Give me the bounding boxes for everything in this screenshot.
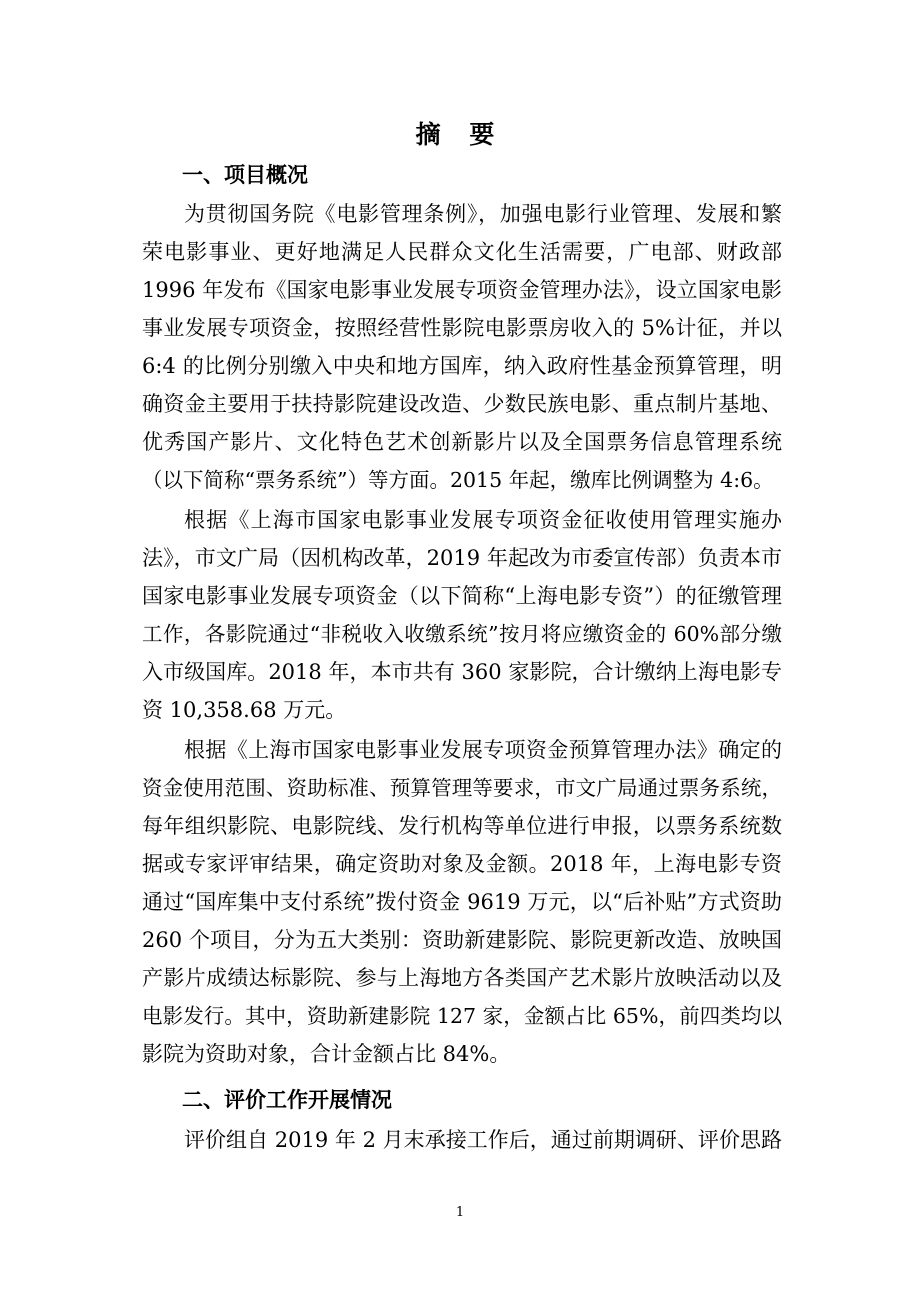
- paragraph-line: 根据《上海市国家电影事业发展专项资金预算管理办法》确定的: [184, 738, 782, 762]
- paragraph-line: 评价组自 2019 年 2 月末承接工作后，通过前期调研、评价思路: [184, 1128, 782, 1152]
- section-heading-project-overview: 一、项目概况: [182, 163, 308, 187]
- paragraph-line: 据或专家评审结果，确定资助对象及金额。2018 年，上海电影专资: [142, 852, 782, 876]
- paragraph-line: 国家电影事业发展专项资金（以下简称“上海电影专资”）的征缴管理: [142, 584, 782, 608]
- paragraph-line: 法》，市文广局（因机构改革，2019 年起改为市委宣传部）负责本市: [142, 546, 782, 570]
- paragraph-line: 工作，各影院通过“非税收入收缴系统”按月将应缴资金的 60%部分缴: [142, 622, 782, 646]
- paragraph-line: 通过“国库集中支付系统”拨付资金 9619 万元，以“后补贴”方式资助: [142, 890, 782, 914]
- paragraph-line: 入市级国库。2018 年，本市共有 360 家影院，合计缴纳上海电影专: [142, 660, 782, 684]
- paragraph-line: 荣电影事业、更好地满足人民群众文化生活需要，广电部、财政部: [142, 240, 782, 264]
- page-number: 1: [455, 1205, 465, 1220]
- paragraph-line: 每年组织影院、电影院线、发行机构等单位进行申报，以票务系统数: [142, 814, 782, 838]
- paragraph-line: 根据《上海市国家电影事业发展专项资金征收使用管理实施办: [184, 508, 782, 532]
- paragraph-line: 优秀国产影片、文化特色艺术创新影片以及全国票务信息管理系统: [142, 430, 782, 454]
- paragraph-line: 资金使用范围、资助标准、预算管理等要求，市文广局通过票务系统，: [142, 776, 782, 800]
- paragraph-line: 事业发展专项资金，按照经营性影院电影票房收入的 5%计征，并以: [142, 316, 782, 340]
- paragraph-line: 电影发行。其中，资助新建影院 127 家，金额占比 65%，前四类均以: [142, 1004, 782, 1028]
- paragraph-line: 1996 年发布《国家电影事业发展专项资金管理办法》，设立国家电影: [142, 278, 782, 302]
- paragraph-line: 产影片成绩达标影院、参与上海地方各类国产艺术影片放映活动以及: [142, 966, 782, 990]
- section-heading-evaluation-work: 二、评价工作开展情况: [182, 1088, 392, 1112]
- paragraph-line: 260 个项目，分为五大类别：资助新建影院、影院更新改造、放映国: [142, 928, 782, 952]
- page-title: 摘 要: [415, 120, 505, 149]
- paragraph-line: 为贯彻国务院《电影管理条例》，加强电影行业管理、发展和繁: [184, 202, 782, 226]
- paragraph-line: 确资金主要用于扶持影院建设改造、少数民族电影、重点制片基地、: [142, 392, 782, 416]
- paragraph-line: （以下简称“票务系统”）等方面。2015 年起，缴库比例调整为 4:6。: [142, 468, 774, 492]
- paragraph-line: 6:4 的比例分别缴入中央和地方国库，纳入政府性基金预算管理，明: [142, 354, 782, 378]
- paragraph-line: 影院为资助对象，合计金额占比 84%。: [142, 1042, 511, 1066]
- paragraph-line: 资 10,358.68 万元。: [142, 698, 347, 722]
